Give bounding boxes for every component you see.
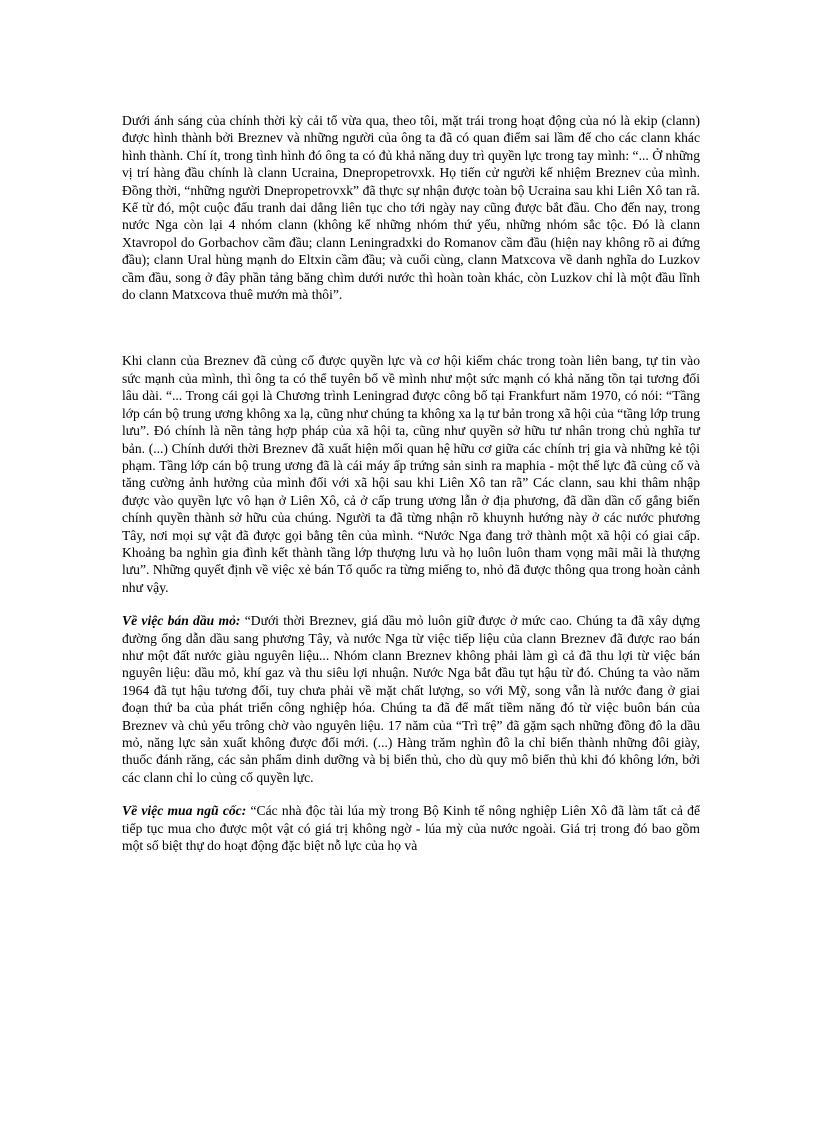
paragraph-breznev-power — [122, 352, 700, 596]
section-heading-oil: Về việc bán dầu mỏ: — [122, 613, 241, 629]
paragraph-oil-sales — [122, 612, 700, 786]
document-page — [122, 112, 700, 854]
paragraph-text: “Dưới thời Breznev, giá dầu mỏ luôn giữ được ở mức cao. Chúng ta đã xây dựng đường ống dẫn dầu sang phương Tây, và nước Nga từ việc tiếp liệu của clann Breznev đã được rao bán như một đất nước giàu nguyên liệu... Nhóm clann Breznev không phải làm gì cả đã thu lợi từ việc bán nguyên liệu: dầu mỏ, khí gaz và thu siêu lợi nhuận. Nước Nga bắt đầu tụt hậu từ đó. Chúng ta vào năm 1964 đã tụt hậu tương đối, tuy chưa phải về mặt chất lượng, so với Mỹ, song vẫn là nước đang ở giai đoạn thứ ba của phát triển công nghiệp hóa. Chúng ta đã để mất tiềm năng đó từ việc buôn bán của Breznev và chủ yếu trông chờ vào nguyên liệu. 17 năm của “Trì trệ” đã gặm sạch những đồng đô la dầu mỏ, năng lực sản xuất không được đổi mới. (...) Hàng trăm nghìn đô la chỉ biến thành những đôi giày, thuốc đánh răng, các sản phẩm dinh dưỡng và bị biển thủ, cho dù quy mô biển thủ khi đó không lớn, bởi các clann chỉ lo củng cố quyền lực. — [122, 613, 700, 785]
paragraph-grain-purchase — [122, 802, 700, 854]
paragraph-spacer — [122, 786, 700, 802]
paragraph-text: Khi clann của Breznev đã củng cố được quyền lực và cơ hội kiếm chác trong toàn liên bang, tự tin vào sức mạnh của mình, thì ông ta có thể tuyên bố về mình như một sức mạnh có khả năng tồn tại tương đối lâu dài. “... Trong cái gọi là Chương trình Leningrad được công bố tại Frankfurt năm 1970, có nói: “Tầng lớp cán bộ trung ương không xa lạ, cũng như chúng ta không xa lạ tư bản trong xã hội của “tầng lớp trung lưu”. Đó chính là nền tảng hợp pháp của xã hội ta, cũng như quyền sở hữu tư nhân trong chủ nghĩa tư bản. (...) Chính dưới thời Breznev đã xuất hiện mối quan hệ hữu cơ giữa các chính trị gia và những kẻ tội phạm. Tầng lớp cán bộ trung ương đã là cái máy ấp trứng sản sinh ra maphia - một thế lực đã củng cố và tăng cường ảnh hưởng của mình đối với xã hội sau khi Liên Xô tan rã” Các clann, sau khi thâm nhập được vào quyền lực vô hạn ở Liên Xô, cả ở cấp trung ương lẫn ở địa phương, đã dần dần cố gắng biến chính quyền thành sở hữu của chúng. Người ta đã từng nhận rõ khuynh hướng này ở các nước phương Tây, nơi mọi sự vật đã được gọi bằng tên của mình. “Nước Nga đang trở thành một xã hội có giai cấp. Khoảng ba nghìn gia đình kết thành tầng lớp thượng lưu và họ luôn luôn tham vọng mãi mãi là thượng lưu”. Những quyết định về việc xẻ bán Tổ quốc ra từng miếng to, nhỏ đã được thông qua trong hoàn cảnh như vậy. — [122, 353, 700, 595]
paragraph-spacer — [122, 596, 700, 612]
paragraph-clann-origins — [122, 112, 700, 303]
section-heading-grain: Về việc mua ngũ cốc: — [122, 803, 247, 819]
paragraph-text: Dưới ánh sáng của chính thời kỳ cải tổ vừa qua, theo tôi, mặt trái trong hoạt động của nó là ekip (clann) được hình thành bởi Breznev và những người của ông ta đã có quan điểm sai lầm để cho các clann khác hình thành. Chí ít, trong tình hình đó ông ta có đủ khả năng duy trì quyền lực trong tay mình: “... Ở những vị trí hàng đầu chính là clann Ucraina, Dnepropetrovxk. Họ tiến cử người kế nhiệm Breznev của mình. Đồng thời, “những người Dnepropetrovxk” đã thực sự nhận được toàn bộ Ucraina sau khi Liên Xô tan rã. Kể từ đó, một cuộc đấu tranh dai dẳng liên tục cho tới ngày nay cũng được bắt đầu. Cho đến nay, trong nước Nga còn lại 4 nhóm clann (không kể những nhóm thứ yếu, những nhóm sắc tộc. Đó là clann Xtavropol do Gorbachov cầm đầu; clann Leningradxki do Romanov cầm đầu (hiện nay không rõ ai đứng đầu); clann Ural hùng mạnh do Eltxin cầm đầu; và cuối cùng, clann Matxcova về danh nghĩa do Luzkov cầm đầu, song ở đây phần tảng băng chìm dưới nước thì hoàn toàn khác, còn Luzkov chỉ là một đầu lĩnh do clann Matxcova thuê mướn mà thôi”. — [122, 113, 700, 303]
paragraph-text: “Các nhà độc tài lúa mỳ trong Bộ Kinh tế nông nghiệp Liên Xô đã làm tất cả để tiếp tục mua cho được một vật có giá trị không ngờ - lúa mỳ của nước ngoài. Giá trị trong đó bao gồm một số biệt thự do hoạt động đặc biệt nỗ lực của họ và — [122, 803, 700, 854]
paragraph-spacer — [122, 303, 700, 352]
